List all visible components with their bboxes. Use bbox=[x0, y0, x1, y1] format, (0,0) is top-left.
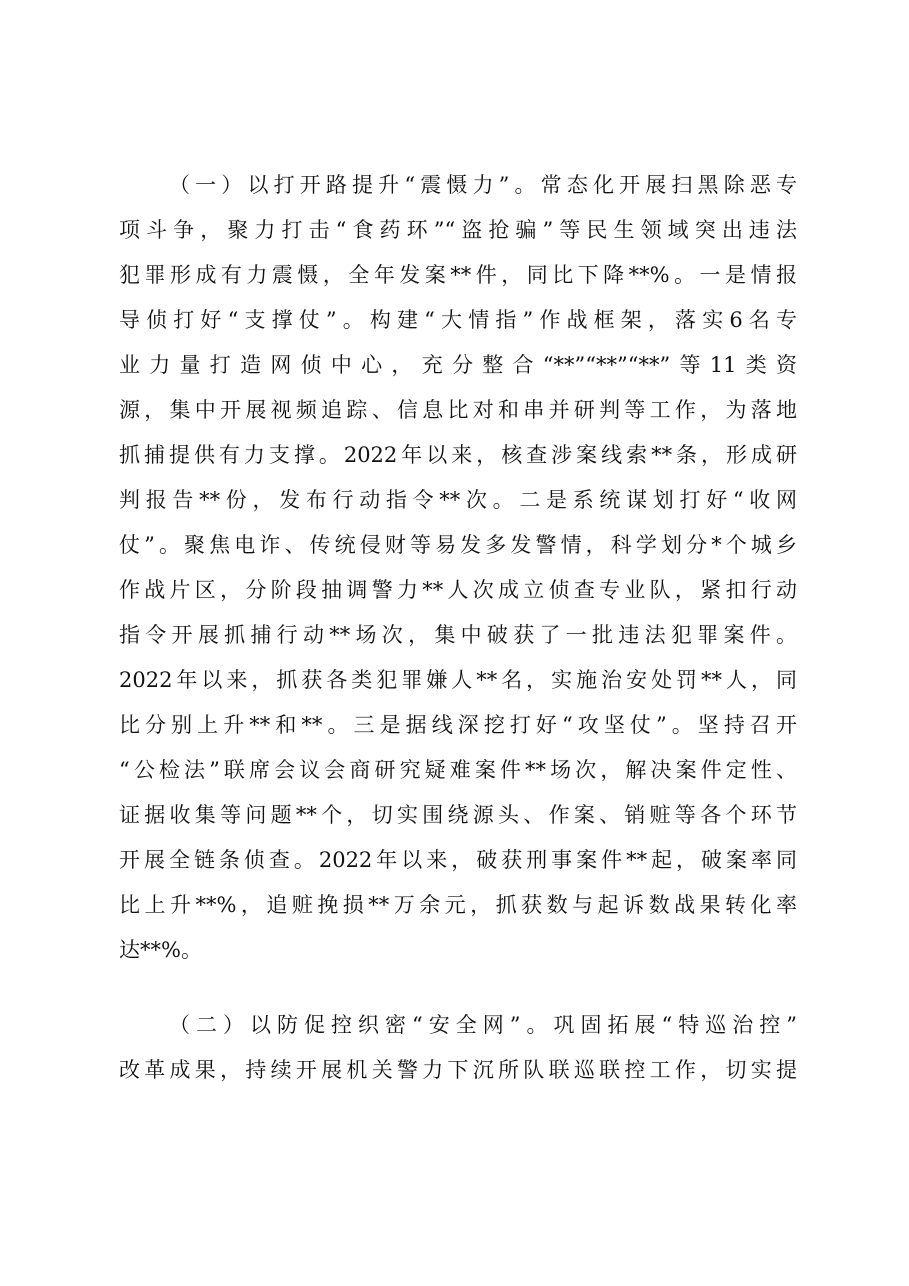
paragraph-1-line-6: 源，集中开展视频追踪、信息比对和串并研判等工作，为落地 bbox=[119, 398, 797, 422]
paragraph-1-line-17: 比上升**%，追赃挽损**万余元，抓获数与起诉数战果转化率 bbox=[119, 893, 797, 917]
paragraph-1-line-15: 证据收集等问题**个，切实围绕源头、作案、销赃等各个环节 bbox=[119, 803, 797, 827]
paragraph-1-line-12: 2022年以来，抓获各类犯罪嫌人**名，实施治安处罚**人，同 bbox=[119, 668, 797, 692]
paragraph-1-line-16: 开展全链条侦查。2022年以来，破获刑事案件**起，破案率同 bbox=[119, 848, 797, 872]
paragraph-1-line-9: 仗”。聚焦电诈、传统侵财等易发多发警情，科学划分*个城乡 bbox=[119, 533, 797, 557]
paragraph-2-line-2: 改革成果，持续开展机关警力下沉所队联巡联控工作，切实提 bbox=[119, 1058, 797, 1082]
paragraph-1-line-10: 作战片区，分阶段抽调警力**人次成立侦查专业队，紧扣行动 bbox=[119, 578, 797, 602]
paragraph-1-line-3: 犯罪形成有力震慑，全年发案**件，同比下降**%。一是情报 bbox=[119, 263, 797, 287]
paragraph-2-line-1: （二）以防促控织密“安全网”。巩固拓展“特巡治控” bbox=[169, 1013, 797, 1037]
paragraph-1-line-14: “公检法”联席会议会商研究疑难案件**场次，解决案件定性、 bbox=[119, 758, 797, 782]
paragraph-1-line-18: 达**%。 bbox=[119, 938, 202, 962]
paragraph-1-line-11: 指令开展抓捕行动**场次，集中破获了一批违法犯罪案件。 bbox=[119, 623, 797, 647]
paragraph-1-line-2: 项斗争，聚力打击“食药环”“盗抢骗”等民生领域突出违法 bbox=[119, 218, 797, 242]
paragraph-1-line-7: 抓捕提供有力支撑。2022年以来，核查涉案线索**条，形成研 bbox=[119, 443, 797, 467]
paragraph-1-line-13: 比分别上升**和**。三是据线深挖打好“攻坚仗”。坚持召开 bbox=[119, 713, 797, 737]
paragraph-1-line-8: 判报告**份，发布行动指令**次。二是系统谋划打好“收网 bbox=[119, 488, 797, 512]
paragraph-1-line-5: 业力量打造网侦中心，充分整合“**”“**”“**”等11类资 bbox=[119, 353, 797, 377]
paragraph-1-line-1: （一）以打开路提升“震慑力”。常态化开展扫黑除恶专 bbox=[169, 173, 797, 197]
paragraph-1-line-4: 导侦打好“支撑仗”。构建“大情指”作战框架，落实6名专 bbox=[119, 308, 797, 332]
